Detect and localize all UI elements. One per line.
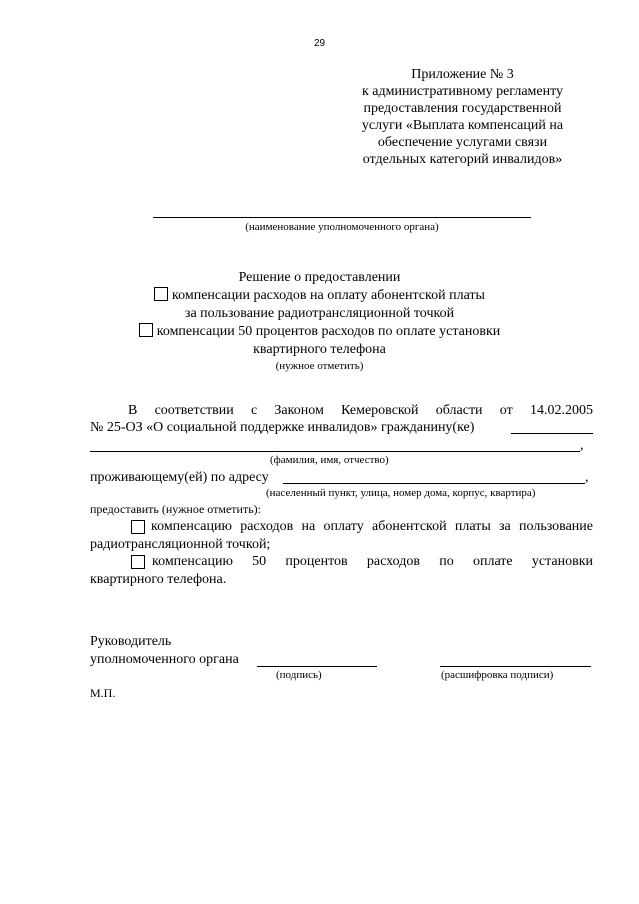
grant-1-checkbox[interactable] <box>131 520 145 534</box>
option-2-label-cont: квартирного телефона <box>253 342 386 357</box>
decision-note: (нужное отметить) <box>275 360 364 372</box>
grant-option-1 <box>90 518 593 554</box>
appendix-header <box>330 66 595 168</box>
page-number: 29 <box>313 38 326 49</box>
option-1-checkbox[interactable] <box>154 287 168 301</box>
option-2-checkbox[interactable] <box>139 323 153 337</box>
comma: , <box>580 438 584 453</box>
option-1-label: компенсации расходов на оплату абонентской платы <box>172 288 485 303</box>
grant-1-line-1 <box>90 518 593 536</box>
citizen-name-field-2[interactable] <box>90 451 580 452</box>
decision-option-2 <box>0 323 639 341</box>
address-label: проживающему(ей) по адресу <box>90 470 269 485</box>
comma: , <box>585 470 589 485</box>
appendix-line: к административному регламенту <box>361 84 564 99</box>
decision-block <box>0 269 639 374</box>
authority-caption: (наименование уполномоченного органа) <box>245 221 439 233</box>
stamp-label: М.П. <box>90 686 116 700</box>
appendix-line: Приложение № 3 <box>411 67 514 82</box>
citizen-name-field-1[interactable] <box>511 433 593 434</box>
law-line-2: № 25-ОЗ «О социальной поддержке инвалидов» гражданину(ке) <box>90 420 475 435</box>
appendix-line: предоставления государственной <box>363 101 562 116</box>
decision-title: Решение о предоставлении <box>238 270 401 285</box>
appendix-line: отдельных категорий инвалидов» <box>362 152 563 167</box>
signature-decode-caption: (расшифровка подписи) <box>441 669 554 681</box>
fio-caption: (фамилия, имя, отчество) <box>270 454 389 466</box>
option-2-label: компенсации 50 процентов расходов по оплате установки <box>156 324 501 339</box>
law-line-1: В соответствии с Законом Кемеровской области от 14.02.2005 <box>128 403 593 418</box>
grant-1-label: компенсацию расходов на оплату абонентской платы за пользование <box>151 519 593 534</box>
signature-caption: (подпись) <box>276 669 322 681</box>
head-org: уполномоченного органа <box>90 652 239 667</box>
grant-2-line-2: квартирного телефона. <box>90 572 227 587</box>
signature-decode-field[interactable] <box>440 666 591 667</box>
address-caption: (населенный пункт, улица, номер дома, корпус, квартира) <box>266 487 536 499</box>
signature-field[interactable] <box>257 666 377 667</box>
grant-2-line-1 <box>90 553 593 571</box>
option-1-label-cont: за пользование радиотрансляционной точкой <box>184 306 455 321</box>
grant-1-line-2: радиотрансляционной точкой; <box>90 537 271 552</box>
grant-option-2 <box>90 553 593 589</box>
authority-name-field[interactable] <box>153 217 531 218</box>
law-paragraph <box>90 402 593 420</box>
grant-label: предоставить (нужное отметить): <box>90 502 262 516</box>
decision-option-1 <box>0 287 639 305</box>
appendix-line: обеспечение услугами связи <box>377 135 548 150</box>
address-field[interactable] <box>283 483 585 484</box>
head-title: Руководитель <box>90 634 172 649</box>
grant-2-label: компенсацию 50 процентов расходов по оплате установки <box>152 554 593 569</box>
appendix-line: услуги «Выплата компенсаций на <box>361 118 564 133</box>
grant-2-checkbox[interactable] <box>131 555 145 569</box>
